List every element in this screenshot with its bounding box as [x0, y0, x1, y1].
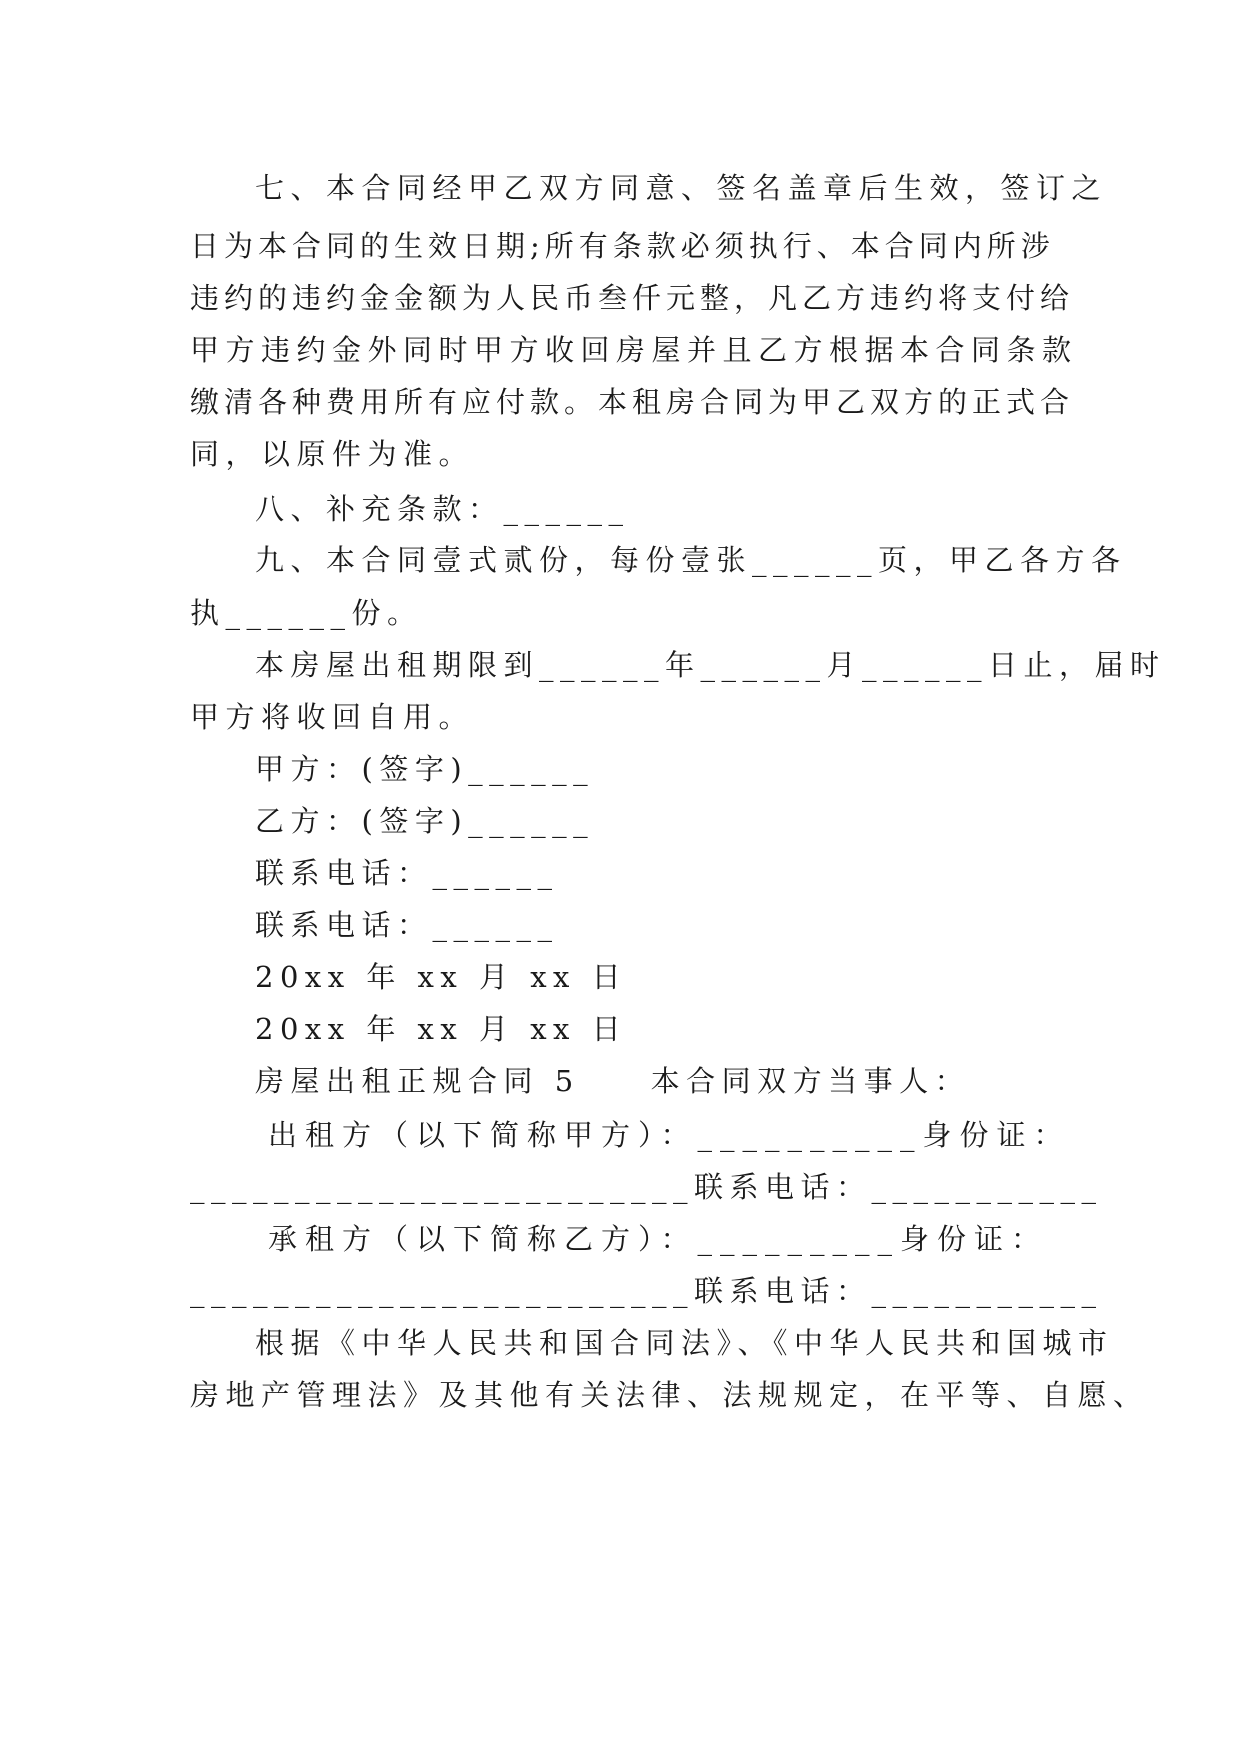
- party-b-phone: 联系电话：______: [255, 908, 559, 942]
- clause-seven-line-3: 违约的违约金金额为人民币叁仟元整，凡乙方违约将支付给: [190, 281, 1075, 315]
- lessor-line: 出租方（以下简称甲方）：__________身份证：: [268, 1118, 1071, 1152]
- date-line-2: 20xx 年 xx 月 xx 日: [255, 1012, 628, 1046]
- clause-nine-line-2: 执______份。: [190, 596, 423, 630]
- clause-seven-line-2: 日为本合同的生效日期;所有条款必须执行、本合同内所涉: [190, 229, 1055, 263]
- party-b-signature: 乙方：(签字)______: [255, 804, 595, 838]
- clause-seven-line-5: 缴清各种费用所有应付款。本租房合同为甲乙双方的正式合: [190, 385, 1075, 419]
- lease-term-line-2: 甲方将收回自用。: [190, 700, 475, 734]
- party-a-signature: 甲方：(签字)______: [255, 752, 595, 786]
- date-line-1: 20xx 年 xx 月 xx 日: [255, 960, 628, 994]
- clause-eight-supplementary: 八、补充条款：______: [255, 492, 630, 526]
- legal-basis-line-1: 根据《中华人民共和国合同法》、《中华人民共和国城市: [255, 1326, 1114, 1360]
- clause-seven-line-6: 同，以原件为准。: [190, 437, 475, 471]
- contract-heading-parties: 房屋出租正规合同 5 本合同双方当事人：: [255, 1064, 971, 1098]
- clause-nine-line-1: 九、本合同壹式贰份，每份壹张______页，甲乙各方各: [255, 543, 1127, 577]
- lease-term-line-1: 本房屋出租期限到______年______月______日止，届时: [255, 648, 1166, 682]
- lessee-phone-line: ________________________联系电话：___________: [190, 1274, 1103, 1308]
- clause-seven-line-1: 七、本合同经甲乙双方同意、签名盖章后生效，签订之: [255, 171, 1108, 205]
- clause-seven-line-4: 甲方违约金外同时甲方收回房屋并且乙方根据本合同条款: [190, 333, 1078, 367]
- party-a-phone: 联系电话：______: [255, 856, 559, 890]
- legal-basis-line-2: 房地产管理法》及其他有关法律、法规规定，在平等、自愿、: [190, 1378, 1149, 1412]
- lessee-line: 承租方（以下简称乙方）：_________身份证：: [268, 1222, 1049, 1256]
- lessor-phone-line: ________________________联系电话：___________: [190, 1170, 1103, 1204]
